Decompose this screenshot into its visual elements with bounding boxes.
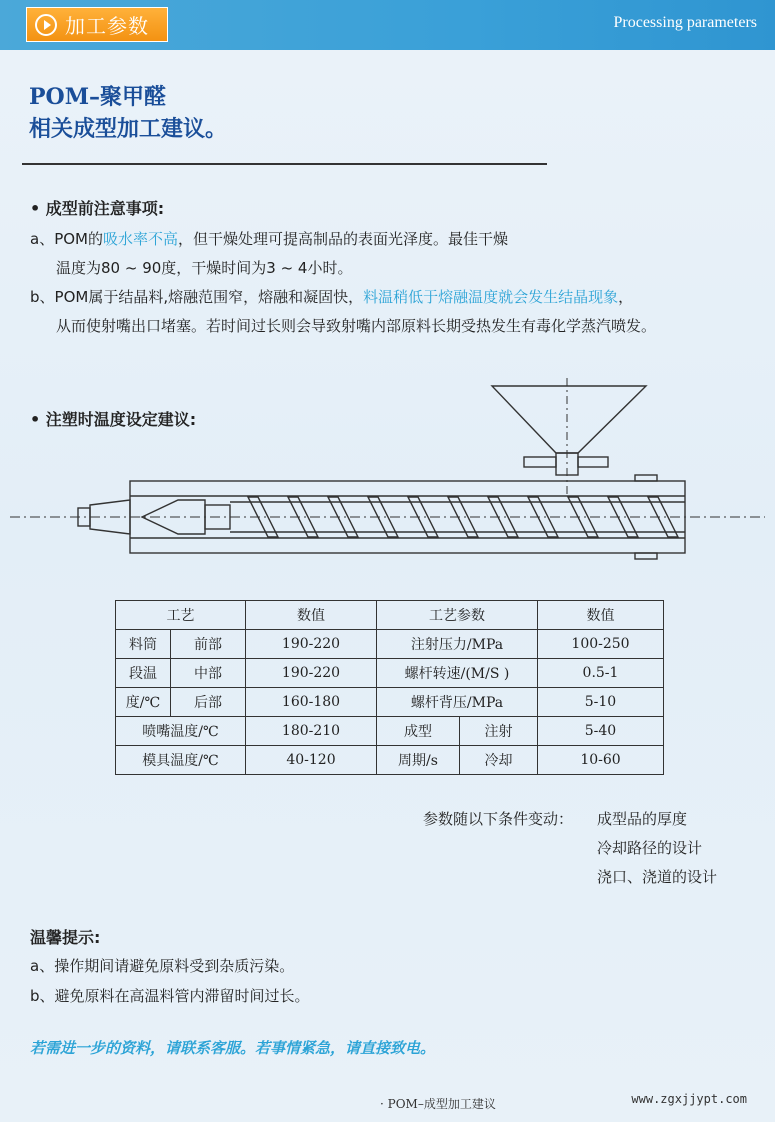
inject-label: 注射 xyxy=(460,717,538,746)
screw-speed-value: 0.5-1 xyxy=(538,659,664,688)
item-a-highlight: 吸水率不高 xyxy=(103,230,179,248)
table-row xyxy=(116,688,664,717)
nozzle-temp-label: 喷嘴温度/℃ xyxy=(116,717,246,746)
temperature-heading: • 注塑时温度设定建议: xyxy=(30,410,197,429)
heater-band-top xyxy=(635,475,657,481)
nozzle-temp-value: 180-210 xyxy=(246,717,377,746)
inject-value: 5-40 xyxy=(538,717,664,746)
hopper-funnel xyxy=(492,386,646,453)
item-a-suffix: ，但干燥处理可提高制品的表面光泽度。最佳干燥 xyxy=(178,230,509,248)
header-process: 工艺 xyxy=(116,601,246,630)
back-pressure-value: 5-10 xyxy=(538,688,664,717)
barrel-label-3: 度/℃ xyxy=(116,688,171,717)
injection-screw-diagram xyxy=(0,378,775,588)
barrel-label-2: 段温 xyxy=(116,659,171,688)
table-row xyxy=(116,717,664,746)
pre-molding-item-b xyxy=(30,286,633,307)
injection-pressure-label: 注射压力/MPa xyxy=(377,630,538,659)
front-value: 190-220 xyxy=(246,630,377,659)
title-divider xyxy=(22,163,547,165)
varies-item: 成型品的厚度 xyxy=(597,810,688,828)
header-param: 工艺参数 xyxy=(377,601,538,630)
back-pressure-label: 螺杆背压/MPa xyxy=(377,688,538,717)
rear-label: 后部 xyxy=(171,688,246,717)
header-value: 数值 xyxy=(246,601,377,630)
english-section-title: Processing parameters xyxy=(613,14,757,31)
cycle-label-2: 周期/s xyxy=(377,746,460,775)
barrel-label-1: 料筒 xyxy=(116,630,171,659)
cool-label: 冷却 xyxy=(460,746,538,775)
hopper-flange-left xyxy=(524,457,556,467)
item-b-highlight: 料温稍低于熔融温度就会发生结晶现象 xyxy=(363,288,619,306)
header-value-2: 数值 xyxy=(538,601,664,630)
cycle-label-1: 成型 xyxy=(377,717,460,746)
temperature-params-table xyxy=(115,600,664,775)
pre-molding-item-a-line2: 温度为80 ~ 90度，干燥时间为3 ~ 4小时。 xyxy=(56,259,353,277)
page-title-line2: 相关成型加工建议。 xyxy=(29,116,228,142)
pre-molding-heading: • 成型前注意事项: xyxy=(30,199,165,218)
varies-item: 冷却路径的设计 xyxy=(597,839,703,857)
front-label: 前部 xyxy=(171,630,246,659)
middle-value: 190-220 xyxy=(246,659,377,688)
table-row xyxy=(116,659,664,688)
tips-heading: 温馨提示: xyxy=(30,928,101,947)
varies-item: 浇口、浇道的设计 xyxy=(597,868,718,886)
mold-temp-label: 模具温度/℃ xyxy=(116,746,246,775)
section-tag-label: 加工参数 xyxy=(65,14,149,38)
table-header-row xyxy=(116,601,664,630)
mold-temp-value: 40-120 xyxy=(246,746,377,775)
screw-speed-label: 螺杆转速/(M/S ) xyxy=(377,659,538,688)
item-a-prefix: a、POM的 xyxy=(30,230,103,248)
injection-pressure-value: 100-250 xyxy=(538,630,664,659)
rear-value: 160-180 xyxy=(246,688,377,717)
play-circle-icon xyxy=(35,14,57,36)
contact-note: 若需进一步的资料，请联系客服。若事情紧急，请直接致电。 xyxy=(30,1039,436,1057)
item-b-prefix: b、POM属于结晶料,熔融范围窄，熔融和凝固快， xyxy=(30,288,364,306)
tip-item-b: b、避免原料在高温料管内滞留时间过长。 xyxy=(30,987,310,1005)
hopper-flange-right xyxy=(578,457,608,467)
tip-item-a: a、操作期间请避免原料受到杂质污染。 xyxy=(30,957,295,975)
section-tag xyxy=(26,7,168,42)
footer-page-label: · POM–成型加工建议 xyxy=(380,1097,496,1111)
page-title-line1: POM–聚甲醛 xyxy=(29,84,167,110)
table-row xyxy=(116,746,664,775)
pre-molding-item-a xyxy=(30,228,508,249)
header-bar xyxy=(0,0,775,50)
item-b-suffix: ， xyxy=(618,288,634,306)
cool-value: 10-60 xyxy=(538,746,664,775)
varies-label: 参数随以下条件变动： xyxy=(423,810,574,828)
heater-band-bottom xyxy=(635,553,657,559)
footer-website: www.zgxjjypt.com xyxy=(631,1092,747,1106)
table-row xyxy=(116,630,664,659)
pre-molding-item-b-line2: 从而使射嘴出口堵塞。若时间过长则会导致射嘴内部原料长期受热发生有毒化学蒸汽喷发。 xyxy=(56,317,657,335)
middle-label: 中部 xyxy=(171,659,246,688)
